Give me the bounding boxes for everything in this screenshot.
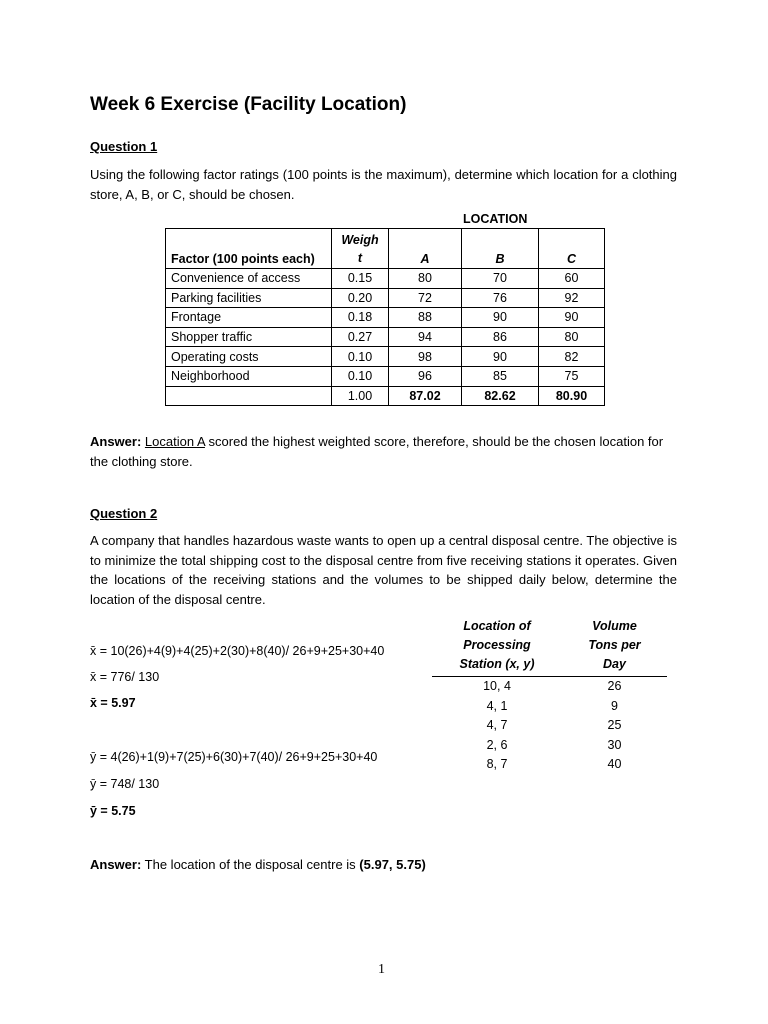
- header-a: A: [389, 229, 462, 269]
- total-a-cell: 87.02: [389, 386, 462, 406]
- score-c-cell: 82: [539, 347, 605, 367]
- station-volume-cell: 40: [607, 757, 622, 772]
- table-row: [432, 755, 667, 775]
- header-c: C: [539, 229, 605, 269]
- score-b-cell: 90: [462, 308, 539, 328]
- y-fraction: ȳ = 748/ 130: [90, 777, 160, 791]
- weight-cell: 0.10: [332, 366, 389, 386]
- factor-rating-table: [165, 228, 605, 406]
- score-b-cell: 85: [462, 366, 539, 386]
- station-location-cell: 8, 7: [486, 757, 508, 772]
- factor-cell: Shopper traffic: [166, 327, 332, 347]
- page-title: Week 6 Exercise (Facility Location): [90, 94, 407, 115]
- x-fraction: x̄ = 776/ 130: [90, 670, 160, 684]
- total-label-cell: [166, 386, 332, 406]
- score-c-cell: 92: [539, 288, 605, 308]
- y-result: ȳ = 5.75: [90, 804, 136, 818]
- factor-cell: Frontage: [166, 308, 332, 328]
- total-c-cell: 80.90: [539, 386, 605, 406]
- answer-label: Answer:: [90, 434, 142, 449]
- x-result: x̄ = 5.97: [90, 696, 136, 710]
- question-2-answer: [90, 855, 426, 875]
- table-row: [166, 347, 605, 367]
- answer-location: Location A: [144, 434, 205, 449]
- factor-cell: Parking facilities: [166, 288, 332, 308]
- score-b-cell: 90: [462, 347, 539, 367]
- station-volume-cell: 30: [607, 737, 622, 752]
- table-row: [166, 327, 605, 347]
- station-table: [432, 617, 667, 775]
- station-location-cell: 2, 6: [486, 737, 508, 752]
- score-b-cell: 70: [462, 269, 539, 289]
- table-row: [432, 736, 667, 756]
- score-c-cell: 90: [539, 308, 605, 328]
- page-number: 1: [378, 962, 385, 977]
- table-header-row: [166, 229, 605, 269]
- table-row: [432, 716, 667, 736]
- y-formula: ȳ = 4(26)+1(9)+7(25)+6(30)+7(40)/ 26+9+25+30+40: [90, 750, 378, 764]
- total-b-cell: 82.62: [462, 386, 539, 406]
- factor-cell: Convenience of access: [166, 269, 332, 289]
- station-location-cell: 10, 4: [483, 679, 511, 693]
- score-c-cell: 80: [539, 327, 605, 347]
- answer-label: Answer:: [90, 857, 142, 872]
- score-c-cell: 60: [539, 269, 605, 289]
- station-volume-cell: 9: [611, 698, 618, 713]
- total-weight-cell: 1.00: [332, 386, 389, 406]
- table-row: [432, 697, 667, 717]
- score-b-cell: 76: [462, 288, 539, 308]
- location-label: LOCATION: [463, 212, 528, 226]
- table-row: [432, 677, 667, 697]
- weight-cell: 0.18: [332, 308, 389, 328]
- table-total-row: [166, 386, 605, 406]
- score-a-cell: 98: [389, 347, 462, 367]
- question-2-text: A company that handles hazardous waste wants to open up a central disposal centre. The objective is to minimize the total shipping cost to the disposal centre from five receiving stations it operates. Given the locations of the receiving stations and the volumes to be shipped daily below, determine the location of the disposal centre.: [90, 533, 677, 607]
- table-row: [166, 269, 605, 289]
- table-row: [166, 308, 605, 328]
- question-1-heading: Question 1: [90, 139, 158, 154]
- answer-text: scored the highest weighted score, therefore, should be the chosen location for the clothing store.: [90, 434, 664, 469]
- answer-text: The location of the disposal centre is: [141, 857, 360, 872]
- weight-cell: 0.10: [332, 347, 389, 367]
- x-formula: x̄ = 10(26)+4(9)+4(25)+2(30)+8(40)/ 26+9+25+30+40: [90, 644, 385, 658]
- station-location-cell: 4, 7: [486, 718, 508, 733]
- score-a-cell: 96: [389, 366, 462, 386]
- score-c-cell: 75: [539, 366, 605, 386]
- score-a-cell: 80: [389, 269, 462, 289]
- table-row: [166, 288, 605, 308]
- score-a-cell: 88: [389, 308, 462, 328]
- weight-cell: 0.15: [332, 269, 389, 289]
- header-weight: Weigh t: [332, 229, 389, 269]
- answer-value: (5.97, 5.75): [359, 857, 426, 872]
- factor-cell: Neighborhood: [166, 366, 332, 386]
- weight-cell: 0.20: [332, 288, 389, 308]
- header-factor: Factor (100 points each): [166, 229, 332, 269]
- score-a-cell: 94: [389, 327, 462, 347]
- question-1-answer: [90, 432, 680, 471]
- station-table-header: [432, 617, 667, 677]
- table-row: [166, 366, 605, 386]
- header-b: B: [462, 229, 539, 269]
- factor-cell: Operating costs: [166, 347, 332, 367]
- question-1-text: Using the following factor ratings (100 points is the maximum), determine which location for a clothing store, A, B, or C, should be chosen.: [90, 167, 677, 202]
- station-volume-cell: 26: [607, 679, 622, 693]
- header-volume: Volume Tons per Day: [588, 619, 641, 671]
- weight-cell: 0.27: [332, 327, 389, 347]
- score-a-cell: 72: [389, 288, 462, 308]
- station-location-cell: 4, 1: [486, 698, 508, 713]
- header-location: Location of Processing Station (x, y): [459, 619, 535, 671]
- station-volume-cell: 25: [607, 718, 622, 733]
- score-b-cell: 86: [462, 327, 539, 347]
- question-2-heading: Question 2: [90, 506, 158, 521]
